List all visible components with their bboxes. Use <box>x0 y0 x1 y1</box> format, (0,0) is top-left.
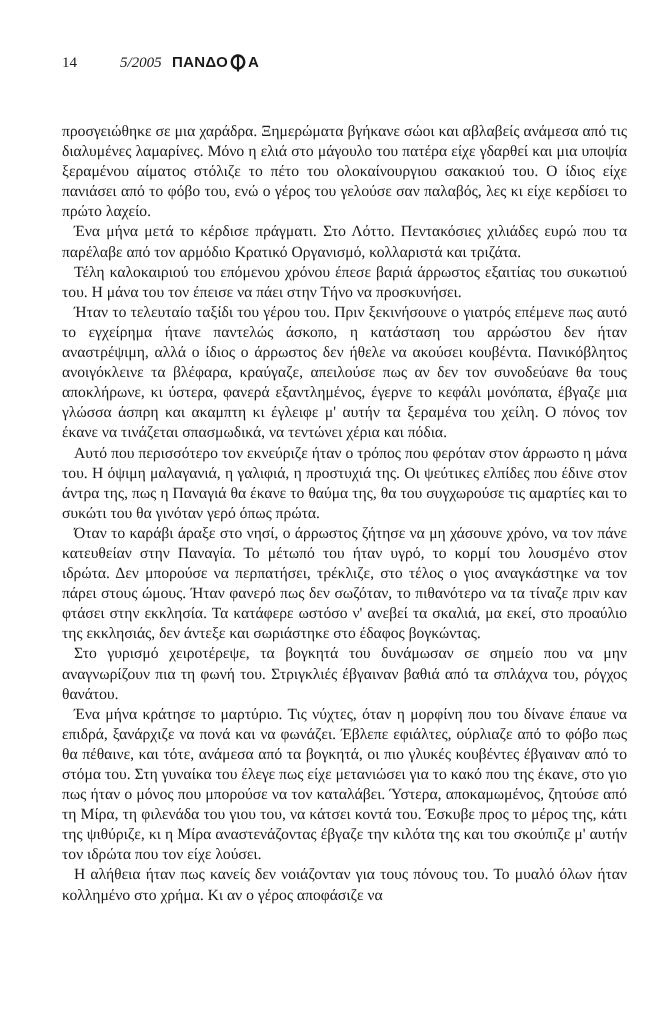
paragraph-9: Η αλήθεια ήταν πως κανείς δεν νοιάζονταν για τους πόνους του. Το μυαλό όλων ήταν κολλημένο στο χρήμα. Κι αν ο γέρος αποφάσιζε να <box>62 866 627 904</box>
paragraph-5: Αυτό που περισσότερο τον εκνεύριζε ήταν ο τρόπος που φερόταν στον άρρωστο η μάνα του. Η όψιμη μαλαγανιά, η γαλιφιά, η προστυχιά της. Οι ψεύτικες ελπίδες που έδινε στον άντρα της, πως η Παναγιά θα έκανε το θαύμα της, θα του συγχωρούσε τις αμαρτίες και το συκώτι του θα γινόταν γερό όπως πρώτα. <box>62 444 627 522</box>
magazine-title-left: ΠΑΝΔΟ <box>172 54 229 71</box>
paragraph-7: Στο γυρισμό χειροτέρεψε, τα βογκητά του δυνάμωσαν σε σημείο που να μην αναγνωρίζουν πια τη φωνή του. Στριγκλιές έβγαιναν βαθιά από τα σπλάχνα του, ρόγχος θανάτου. <box>62 645 627 703</box>
article-body <box>62 122 627 906</box>
magazine-title <box>172 52 259 74</box>
magazine-page <box>62 52 627 1012</box>
paragraph-1: προσγειώθηκε σε μια χαράδρα. Ξημερώματα βγήκανε σώοι και αβλαβείς ανάμεσα από τις διαλυμένες λαμαρίνες. Μόνο η ελιά στο μάγουλο του πατέρα είχε γδαρθεί και μια υποψία ξεραμένου αίματος στόλιζε το πέτο του ολοκαίνουργιου σακακιού του. Ο ίδιος είχε πανιάσει από το φόβο του, ενώ ο γέρος του γελούσε σαν παλαβός, λες κι είχε κερδίσει το πρώτο λαχείο. <box>62 123 627 221</box>
paragraph-6: Όταν το καράβι άραξε στο νησί, ο άρρωστος ζήτησε να μη χάσουνε χρόνο, να τον πάνε κατευθείαν στην Παναγία. Το μέτωπό του ήταν υγρό, το κορμί του λουσμένο στον ιδρώτα. Δεν μπορούσε να περπατήσει, τρέκλιζε, στο τέλος ο γιος αναγκάστηκε να τον πάρει στους ώμους. Ήταν φανερό πως δεν σωζόταν, το πιθανότερο να τα τίναζε πριν καν φτάσει στην εκκλησία. Τα κατάφερε ωστόσο ν' ανεβεί τα σκαλιά, μα εκεί, στο προαύλιο της εκκλησιάς, δεν άντεξε και σωριάστηκε στο έδαφος βογκώντας. <box>62 524 627 643</box>
paragraph-2: Ένα μήνα μετά το κέρδισε πράγματι. Στο Λόττο. Πεντακόσιες χιλιάδες ευρώ που τα παρέλαβε από τον αρμόδιο Κρατικό Οργανισμό, κολλαριστά και τριζάτα. <box>62 223 627 261</box>
issue-number: 5/2005 <box>120 55 162 71</box>
paragraph-4: Ήταν το τελευταίο ταξίδι του γέρου του. Πριν ξεκινήσουνε ο γιατρός επέμενε πως αυτό το εγχείρημα ήτανε παντελώς άσκοπο, η κατάσταση του αρρώστου δεν ήταν αναστρέψιμη, αλλά ο ίδιος ο άρρωστος δεν ήθελε να ακούσει κουβέντα. Πανικόβλητος ανοιγόκλεινε τα βλέφαρα, κραύγαζε, απειλούσε πως αν δεν τον συνοδεύανε θα τους αποκλήρωνε, κι ύστερα, φανερά εξαντλημένος, έγερνε το κεφάλι μονόπατα, έβγαζε μια γλώσσα άσπρη και ακαμπτη κι έγλειφε μ' αυτήν τα ξεραμένα του χείλη. Ο πόνος τον έκανε να τινάζεται σπασμωδικά, να τεντώνει χέρια και πόδια. <box>62 303 627 442</box>
pandora-logo-icon <box>229 54 247 72</box>
magazine-title-right: Α <box>248 54 260 71</box>
running-header <box>62 52 627 74</box>
paragraph-8: Ένα μήνα κράτησε το μαρτύριο. Τις νύχτες, όταν η μορφίνη που του δίνανε έπαυε να επιδρά, ξανάρχιζε να πονά και να φωνάζει. Έβλεπε εφιάλτες, ούρλιαζε από το φόβο πως θα πέθαινε, και τότε, ανάμεσα από τα βογκητά, οι πιο γλυκές κουβέντες έβγαιναν από το στόμα του. Στη γυναίκα του έλεγε πως είχε μετανιώσει για το κακό που της έκανε, στο γιο πως ήταν ο μόνος που μπορούσε να τον καταλάβει. Ύστερα, αποκαμωμένος, ζητούσε από τη Μίρα, τη φιλενάδα του γιου του, να κάτσει κοντά του. Έσκυβε προς το μέρος της, κάτι της ψιθύριζε, κι η Μίρα αναστενάζοντας έβγαζε την κιλότα της και του σκούπιζε μ' αυτήν τον ιδρώτα που τον είχε λούσει. <box>62 705 627 864</box>
paragraph-3: Τέλη καλοκαιριού του επόμενου χρόνου έπεσε βαριά άρρωστος εξαιτίας του συκωτιού του. Η μάνα του τον έπεισε να πάει στην Τήνο να προσκυνήσει. <box>62 263 627 301</box>
page-number: 14 <box>62 55 77 71</box>
